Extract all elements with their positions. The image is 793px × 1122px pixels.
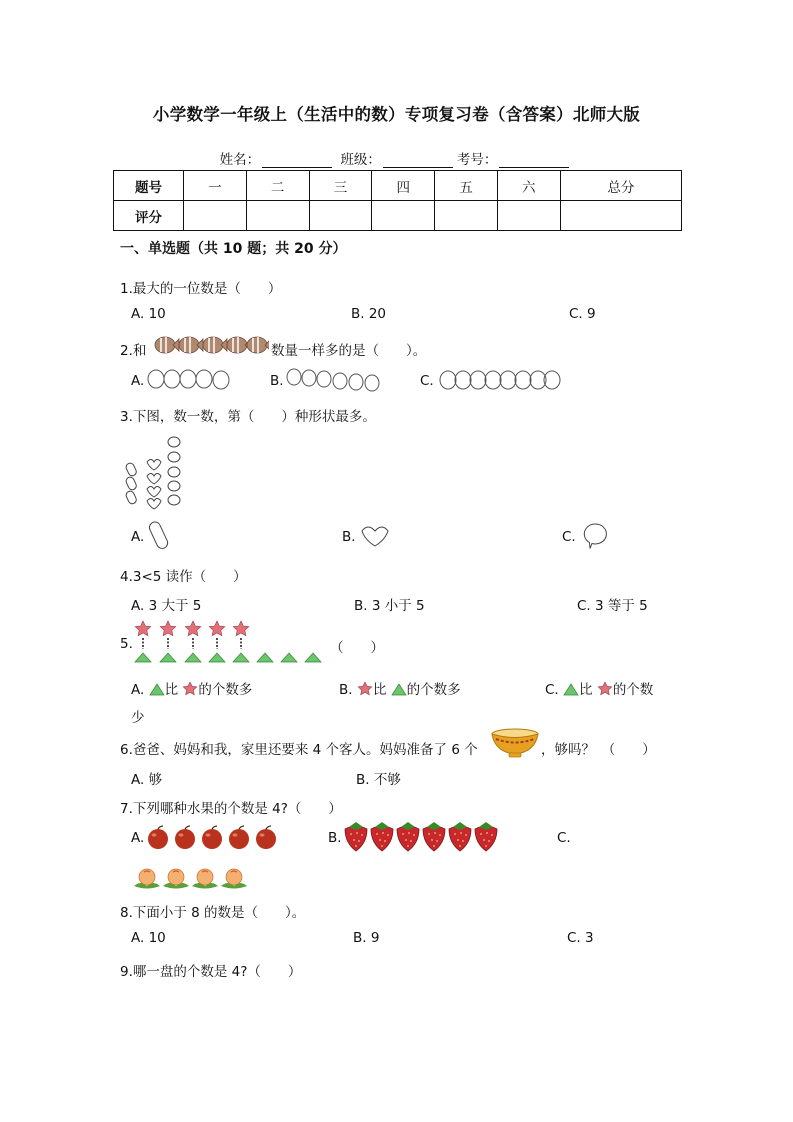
score-input-cell[interactable] [246,201,309,231]
triangle-icon [563,683,579,696]
apple-icon [175,826,195,849]
table-cell: 五 [435,171,498,201]
peach-icon [163,869,189,889]
table-cell: 三 [309,171,372,201]
triangle-icon [135,653,151,662]
score-input-cell[interactable] [560,201,681,231]
triangle-icon [209,653,225,662]
circles-8-icon [439,369,561,391]
apple-icon [256,826,276,849]
triangle-icon [305,653,321,662]
question-2-stem-pre: 2.和 [120,343,147,359]
table-cell: 题号 [114,171,184,201]
table-cell: 六 [497,171,560,201]
table-cell: 评分 [114,201,184,231]
question-5-option-b[interactable] [339,678,461,698]
option-a-compare: 比 [164,682,179,698]
fish-icon [247,337,269,353]
question-8-option-b[interactable]: B. 9 [353,930,380,946]
star-icon [185,621,201,636]
strawberry-icon [449,822,471,851]
peach-icon [134,869,160,889]
table-cell: 二 [246,171,309,201]
question-5-stem-pre: 5. [120,636,133,652]
score-input-cell[interactable] [372,201,435,231]
page-title: 小学数学一年级上（生活中的数）专项复习卷（含答案）北师大版 [152,105,641,124]
question-7-stem: 7.下列哪种水果的个数是 4?（ ） [120,801,342,817]
question-4-option-c[interactable]: C. 3 等于 5 [577,598,648,614]
triangle-icon [233,653,249,662]
table-cell: 总分 [560,171,681,201]
peach-icon [221,869,247,889]
question-1-option-b[interactable]: B. 20 [351,306,387,322]
question-2-option-b[interactable]: B. [270,373,284,389]
question-6-stem-post: ，够吗？ （ ） [541,742,656,758]
bubble-icon [168,437,180,505]
heart-icon [147,460,161,510]
option-a-suffix: 的个数多 [198,682,253,698]
question-8-option-a[interactable]: A. 10 [131,930,166,946]
apple-icon [202,826,222,849]
stars-triangles-figure [133,619,325,665]
question-1-option-c[interactable]: C. 9 [569,306,596,322]
question-1-stem: 1.最大的一位数是（ ） [120,281,282,297]
fish-icon [155,337,179,353]
question-4-option-b[interactable]: B. 3 小于 5 [354,598,425,614]
fish-icon-group [153,333,269,357]
question-4-stem: 4.3<5 读作（ ） [120,569,247,585]
fish-icon [203,337,227,353]
question-7-option-b[interactable]: B. [328,830,342,846]
star-icon [160,621,176,636]
question-2-stem-post: 数量一样多的是（ ）。 [271,343,427,359]
peach-icon [192,869,218,889]
shapes-count-figure [123,432,187,514]
strawberry-icon [345,822,367,851]
name-blank[interactable] [262,153,332,168]
circles-5-icon [147,368,233,390]
triangle-icon [281,653,297,662]
star-icon [357,681,373,696]
peanut-icon [125,462,138,505]
class-blank[interactable] [383,153,453,168]
question-4-option-a[interactable]: A. 3 大于 5 [131,598,202,614]
option-b-compare: 比 [372,682,387,698]
strawberries-icon-group [343,821,499,853]
score-table-header-row [114,171,682,201]
question-7-option-a[interactable]: A. [131,830,145,846]
question-5-option-a[interactable] [131,678,252,698]
triangle-icon [185,653,201,662]
question-3-stem: 3.下图，数一数，第（ ）种形状最多。 [120,409,376,425]
student-info-line [0,148,793,168]
star-icon [597,681,613,696]
question-3-option-b[interactable]: B. [342,529,356,545]
question-2-option-a[interactable]: A. [131,373,145,389]
option-c-suffix: 的个数 [612,682,654,698]
score-input-cell[interactable] [309,201,372,231]
star-icon [135,621,151,636]
question-3-option-a[interactable]: A. [131,529,145,545]
option-b-prefix: B. [339,682,353,698]
triangle-icon [391,683,407,696]
option-b-suffix: 的个数多 [406,682,461,698]
star-icon [209,621,225,636]
question-5-option-c-wrap: 少 [131,710,145,726]
star-icon [233,621,249,636]
bowl-icon [490,727,540,759]
question-1-option-a[interactable]: A. 10 [131,306,166,322]
score-table-score-row [114,201,682,231]
question-3-option-c[interactable]: C. [562,529,576,545]
triangle-icon [257,653,273,662]
option-a-prefix: A. [131,682,145,698]
question-6-option-a[interactable]: A. 够 [131,772,163,788]
star-icon [182,681,198,696]
question-6-stem-pre: 6.爸爸、妈妈和我，家里还要来 4 个客人。妈妈准备了 6 个 [120,742,478,758]
exam-number-blank[interactable] [499,153,569,168]
apple-icon [148,826,168,849]
class-label: 班级： [340,152,381,168]
triangle-icon [149,683,165,696]
name-label: 姓名： [219,152,261,168]
option-c-prefix: C. [545,682,559,698]
question-5-option-c[interactable] [545,678,653,698]
question-8-stem: 8.下面小于 8 的数是（ ）。 [120,905,306,921]
option-c-compare: 比 [579,682,593,698]
strawberry-icon [371,822,393,851]
peaches-icon-group [133,866,251,890]
strawberry-icon [397,822,419,851]
strawberry-icon [423,822,445,851]
fish-icon [179,337,203,353]
question-8-option-c[interactable]: C. 3 [567,930,594,946]
apple-icon [229,826,249,849]
question-5-stem-post: （ ） [330,640,384,656]
table-cell: 一 [184,171,247,201]
exam-number-label: 考号： [456,152,498,168]
strawberry-icon [475,822,497,851]
question-7-option-c[interactable]: C. [557,830,571,846]
question-2-option-c[interactable]: C. [420,373,434,389]
circles-6-icon [285,367,383,393]
score-input-cell[interactable] [497,201,560,231]
section-heading: 一、单选题（共 10 题；共 20 分） [120,241,347,257]
score-input-cell[interactable] [184,201,247,231]
peanut-shape-icon [147,519,171,551]
question-9-stem: 9.哪一盘的个数是 4?（ ） [120,964,302,980]
apples-icon-group [146,825,282,851]
score-table [113,170,682,231]
question-6-option-b[interactable]: B. 不够 [356,772,401,788]
score-input-cell[interactable] [435,201,498,231]
speech-bubble-icon [580,521,610,551]
heart-shape-icon [359,524,391,548]
triangle-icon [160,653,176,662]
table-cell: 四 [372,171,435,201]
